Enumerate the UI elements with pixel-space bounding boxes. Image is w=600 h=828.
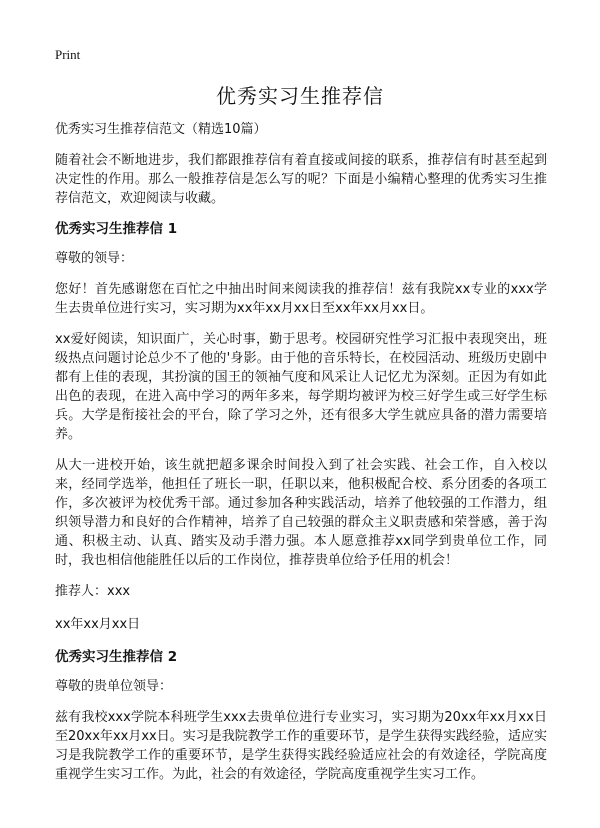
- section-heading: 优秀实习生推荐信 1: [55, 221, 178, 237]
- signature: 推荐人：xxx: [55, 584, 131, 599]
- intro-paragraph: 随着社会不断地进步，我们都跟推荐信有着直接或间接的联系，推荐信有时甚至起到决定性的作用。那么一般推荐信是怎么写的呢？下面是小编精心整理的优秀实习生推荐信范文，欢迎阅读与收藏。: [55, 153, 547, 206]
- body-paragraph: xx爱好阅读，知识面广，关心时事，勤于思考。校园研究性学习汇报中表现突出，班级热点问题讨论总少不了他的'身影。由于他的音乐特长，在校园活动、班级历史剧中都有上佳的表现，其扮演的国王的领袖气度和风采让人记忆尤为深刻。正因为有如此出色的表现，在进入高中学习的两年多来，每学期均被评为校三好学生或三好学生标兵。大学是衔接社会的平台，除了学习之外，还有很多大学生就应具备的潜力需要培养。: [55, 332, 547, 442]
- document-subtitle: 优秀实习生推荐信范文（精选10篇）: [55, 122, 267, 137]
- salutation: 尊敬的领导：: [55, 251, 134, 266]
- date: xx年xx月xx日: [55, 617, 141, 632]
- salutation: 尊敬的贵单位领导：: [55, 679, 173, 694]
- body-paragraph: 兹有我校xxx学院本科班学生xxx去贵单位进行专业实习，实习期为20xx年xx月xx日至20xx年xx月xx日。实习是我院教学工作的重要环节，是学生获得实践经验，适应实习是我院教学工作的重要环节，是学生获得实践经验适应社会的有效途径，学院高度重视学生实习工作。为此，社会的有效途径，学院高度重视学生实习工作。: [55, 710, 547, 782]
- print-link[interactable]: Print: [55, 47, 81, 62]
- section-heading: 优秀实习生推荐信 2: [55, 649, 178, 665]
- document-body: [55, 120, 547, 784]
- body-paragraph: 从大一进校开始，该生就把超多课余时间投入到了社会实践、社会工作，自入校以来，经同学选举，他担任了班长一职，任职以来，他积极配合校、系分团委的各项工作，多次被评为校优秀干部。通过参加各种实践活动，培养了他较强的工作潜力，组织领导潜力和良好的合作精神，培养了自己较强的群众主义职责感和荣誉感，善于沟通、积极主动、认真、踏实及动手潜力强。本人愿意推荐xx同学到贵单位工作，同时，我也相信他能胜任以后的工作岗位，推荐贵单位给予任用的机会！: [55, 458, 547, 568]
- body-paragraph: 您好！首先感谢您在百忙之中抽出时间来阅读我的推荐信！兹有我院xx专业的xxx学生去贵单位进行实习，实习期为xx年xx月xx日至xx年xx月xx日。: [55, 282, 547, 316]
- document-title: 优秀实习生推荐信: [216, 84, 384, 108]
